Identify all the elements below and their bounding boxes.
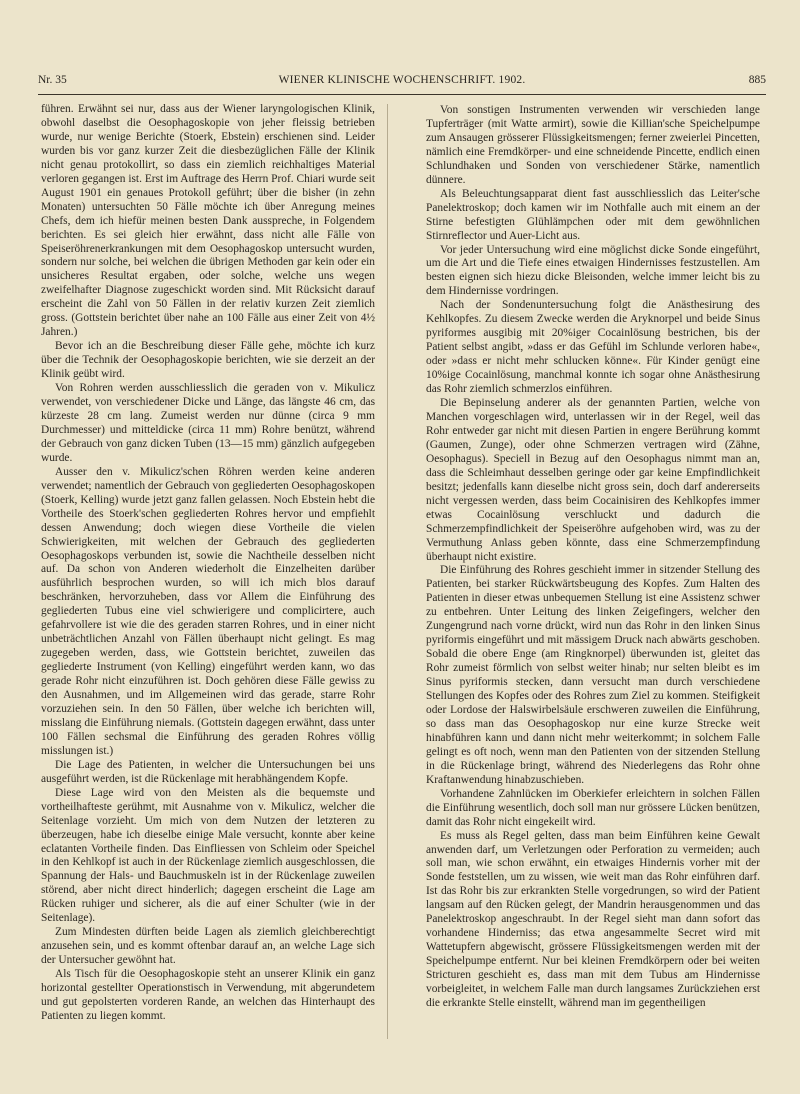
paragraph: Ausser den v. Mikulicz'schen Röhren werden keine anderen verwendet; namentlich der Gebrauch von gegliederten Oesophagoskopen (Stoerk, Kelling) wurde jetzt ganz fallen gelassen. Noch Ebstein hebt die Vortheile des Stoerk'schen gegliederten Rohres hervor und empfiehlt dessen Anwendung; doch wiegen diese Vortheile die vielen Schwierigkeiten, mit welchen der Gebrauch des gegliederten Oesophagoskops verbunden ist, sowie die Nachtheile desselben nicht auf. Da schon von Anderen wiederholt die Einzelheiten darüber ausführlich besprochen wurden, so will ich mich blos darauf beschränken, hervorzuheben, dass vor Allem die Einführung des gegliederten Tubus eine viel schwierigere und complicirtere, auch gefahrvollere ist wie die des geraden starren Rohres, und in einer nicht unbeträchtlichen Anzahl von Fällen überhaupt nicht gelingt. Es mag zugegeben werden, dass, wie Gottstein berichtet, zuweilen das gegliederte Instrument (von Kelling) eingeführt werden kann, wo das gerade Rohr nicht einzuführen ist. Doch gehören diese Fälle gewiss zu den Ausnahmen, und im Allgemeinen wird das gerade, starre Rohr vorzuziehen sein. In den 50 Fällen, über welche ich berichten will, misslang die Einführung niemals. (Gottstein dagegen erwähnt, dass unter 100 Fällen sechsmal die Einführung des geraden Rohres völlig misslungen ist.): [41, 465, 376, 757]
paragraph: Die Einführung des Rohres geschieht immer in sitzender Stellung des Patienten, bei starker Rückwärtsbeugung des Kopfes. Zum Halten des Patienten in dieser etwas unbequemen Stellung ist eine Assistenz schwer zu entbehren. Unter Leitung des linken Zeigefingers, welcher den Zungengrund nach vorne drückt, wird nun das Rohr in den linken Sinus pyriformis eingeführt und mit mässigem Druck nach abwärts geschoben. Sobald die obere Enge (am Ringknorpel) überwunden ist, gleitet das Rohr zumeist förmlich von selbst weiter hinab; nur selten bleibt es im Sinus pyriformis stecken, dann versucht man durch verschiedene Stellungen des Kopfes oder des Rohres zum Ziel zu kommen. Steifigkeit oder Lordose der Halswirbelsäule erschweren zuweilen die Einführung, so dass man das Oesophagoskop nur eine kurze Strecke weit hinabführen kann und dann nicht mehr weiterkommt; in solchem Falle gelingt es oft noch, wenn man den Patienten von der sitzenden Stellung in die Rückenlage bringt, während des Niederlegens das Rohr ohne Kraftanwendung hinabzuschieben.: [426, 564, 760, 786]
paragraph: Von Rohren werden ausschliesslich die geraden von v. Mikulicz verwendet, von verschiedener Dicke und Länge, das längste 46 cm, das kürzeste 28 cm lang. Zumeist werden nur dünne (circa 9 mm Durchmesser) und mitteldicke (circa 11 mm) Rohre benützt, während der Gebrauch von ganz dicken Tuben (13—15 mm) gänzlich aufgegeben wurde.: [41, 382, 375, 464]
paragraph: Zum Mindesten dürften beide Lagen als ziemlich gleichberechtigt anzusehen sein, und es kommt oftenbar darauf an, an welche Lage sich der Untersucher gewöhnt hat.: [41, 926, 375, 967]
paragraph: Vorhandene Zahnlücken im Oberkiefer erleichtern in solchen Fällen die Einführung wesentlich, doch soll man nur grössere Lücken benützen, damit das Rohr nicht eingekeilt wird.: [426, 787, 760, 828]
paragraph: Bevor ich an die Beschreibung dieser Fälle gehe, möchte ich kurz über die Technik der Oesophagoskopie berichten, wie sie derzeit an der Klinik geübt wird.: [41, 340, 375, 381]
journal-title: WIENER KLINISCHE WOCHENSCHRIFT. 1902.: [278, 74, 526, 86]
paragraph: Als Tisch für die Oesophagoskopie steht an unserer Klinik ein ganz horizontal gestellter Operationstisch in Verwendung, mit abgerundetem und gut gepolsterten vorderen Rande, an welchen das Hinterhaupt des Patienten zu liegen kommt.: [41, 968, 375, 1022]
paragraph: Die Bepinselung anderer als der genannten Partien, welche von Manchen vorgeschlagen wird, unterlassen wir in der Regel, weil das Rohr entweder gar nicht mit diesen Partien in engere Berührung kommt (Gaumen, Zunge), oder ohne Schmerzen vertragen wird (Zähne, Oesophagus). Speciell in Bezug auf den Oesophagus nimmt man an, dass die Schleimhaut desselben geringe oder gar keine Empfindlichkeit besitzt; jedenfalls kann dieselbe nicht gross sein, doch darf andererseits nicht vergessen werden, dass beim Cocainisiren des Kehlkopfes immer etwas Cocainlösung verschluckt und dadurch die Schmerzempfindlichkeit der Speiseröhre aufgehoben wird, was zu der Vermuthung Anlass geben könnte, dass eine Schmerzempfindung überhaupt nicht existire.: [426, 397, 760, 563]
paragraph: Vor jeder Untersuchung wird eine möglichst dicke Sonde eingeführt, um die Art und die Tiefe eines etwaigen Hindernisses festzustellen. Am besten eignen sich hiezu dicke Bleisonden, welche immer leicht bis zu dem Hindernisse vordringen.: [426, 243, 760, 298]
right-column: [426, 104, 760, 1011]
paragraph: Als Beleuchtungsapparat dient fast ausschliesslich das Leiter'sche Panelektroskop; doch kamen wir im Nothfalle auch mit einem an der Stirne befestigten Glühlämpchen oder mit dem gewöhnlichen Stirnreflector und Auer-Licht aus.: [426, 187, 760, 242]
paragraph: Von sonstigen Instrumenten verwenden wir verschieden lange Tupferträger (mit Watte armirt), sowie die Killian'sche Speichelpumpe zum Ansaugen grösserer Flüssigkeitsmengen; ferner zweierlei Pincetten, nämlich eine Fremdkörper- und eine schneidende Pincette, endlich einen Schlundhaken und Sonden von verschiedener Stärke, namentlich dünnere.: [426, 104, 760, 186]
paragraph: Es muss als Regel gelten, dass man beim Einführen keine Gewalt anwenden darf, um Verletzungen oder Perforation zu vermeiden; auch soll man, wie schon erwähnt, ein etwaiges Hindernis vorher mit der Sonde feststellen, um zu wissen, wie weit man das Rohr einführen darf. Ist das Rohr bis zur erkrankten Stelle vorgedrungen, so wird der Patient langsam auf den Rücken gelegt, der Mandrin herausgenommen und das Panelektroskop angeschraubt. In der Regel sieht man dann sofort das vorhandene Hinderniss; das etwa angesammelte Secret wird mit Wattetupfern abgewischt, grössere Flüssigkeitsmengen werden mit der Speichelpumpe entfernt. Nur bei kleinen Fremdkörpern oder bei weiten Stricturen geschieht es, dass man mit dem Tubus am Hindernisse vorbeigleitet, in welchem Falle man durch langsames Zurückziehen erst die erkrankte Stelle einstellt, während man im gegentheiligen: [426, 829, 760, 1009]
paragraph: führen. Erwähnt sei nur, dass aus der Wiener laryngologischen Klinik, obwohl daselbst die Oesophagoskopie von jeher fleissig betrieben wurde, nur wenige Berichte (Stoerk, Ebstein) erschienen sind. Leider wurden bis vor ganz kurzer Zeit die diesbezüglichen Fälle der Klinik nicht genau protokollirt, so dass ein ziemlich reichhaltiges Material verloren gegangen ist. Erst im Auftrage des Herrn Prof. Chiari wurde seit August 1901 ein genaues Protokoll geführt; über die bisher (in zehn Monaten) untersuchten 50 Fälle möchte ich über Anregung meines Chefs, dem ich hiefür meinen besten Dank ausspreche, in Folgendem berichten. Es sei gleich hier erwähnt, dass nicht alle Fälle von Speiseröhrenerkrankungen mit dem Oesophagoskop untersucht wurden, sondern nur solche, bei welchen die übrigen Methoden gar kein oder ein unsicheres Resultat ergaben, oder solche, welche uns wegen zweifelhafter Diagnose zugeschickt worden sind. Mit Rücksicht darauf erscheint die Zahl von 50 Fällen in der relativ kurzen Zeit ziemlich gross. (Gottstein berichtet über nahe an 100 Fälle aus einer Zeit von 4½ Jahren.): [41, 103, 375, 339]
paragraph: Diese Lage wird von den Meisten als die bequemste und vortheilhafteste gerühmt, mit Ausnahme von v. Mikulicz, welcher die Seitenlage vorzieht. Um mich von dem Nutzen der letzteren zu überzeugen, habe ich dieselbe einige Male versucht, konnte aber keine eclatanten Vortheile finden. Das Einfliessen von Schleim oder Speichel in den Kehlkopf ist auch in der Rückenlage ziemlich ausgeschlossen, die Spannung der Hals- und Bauchmuskeln ist in der Rückenlage zuweilen störend, aber nicht direct hinderlich; dagegen erscheint die Lage am Rücken ruhiger und sicherer, als die auf einer Schulter (wie in der Seitenlage).: [41, 786, 375, 925]
paragraph: Die Lage des Patienten, in welcher die Untersuchungen bei uns ausgeführt werden, ist die Rückenlage mit herabhängendem Kopfe.: [41, 758, 375, 785]
header-rule: [38, 94, 766, 95]
column-divider: [387, 104, 388, 1039]
page-number: 885: [748, 74, 766, 86]
issue-number: Nr. 35: [38, 74, 67, 86]
running-header: [38, 74, 766, 92]
left-column: [41, 103, 375, 1024]
paragraph: Nach der Sondenuntersuchung folgt die Anästhesirung des Kehlkopfes. Zu diesem Zwecke werden die Aryknorpel und beide Sinus pyriformes ausgibig mit 20%iger Cocainlösung bestrichen, bis der Patient selbst angibt, »dass er das Gefühl im Schlunde verloren habe«, oder »dass er nicht mehr schlucken könne«. Für Kinder genügt eine 10%ige Cocainlösung, manchmal konnte ich sogar ohne Anästhesirung das Rohr ziemlich schmerzlos einführen.: [426, 299, 760, 396]
